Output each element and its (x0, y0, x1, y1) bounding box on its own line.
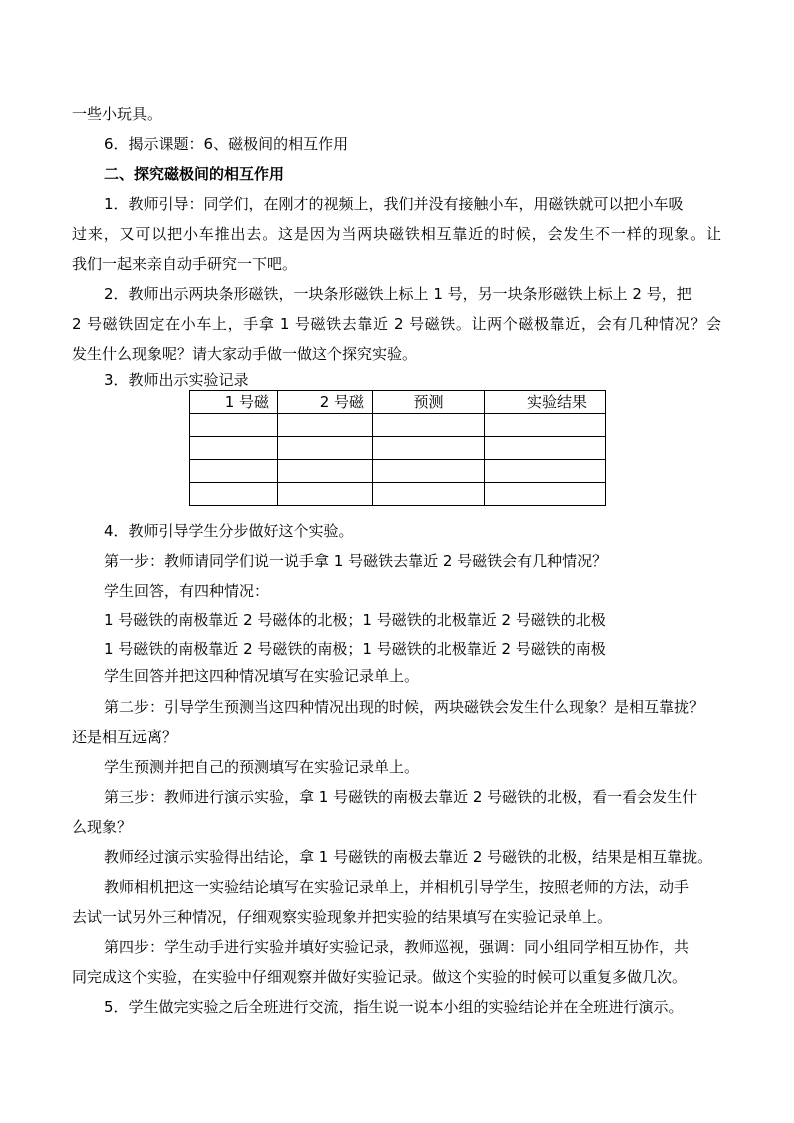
table-cell (373, 483, 485, 506)
paragraph-line: 教师相机把这一实验结论填写在实验记录单上，并相机引导学生，按照老师的方法，动手 (104, 878, 690, 896)
paragraph-line: 1．教师引导：同学们，在刚才的视频上，我们并没有接触小车，用磁铁就可以把小车吸 (104, 195, 684, 213)
paragraph-line: 2．教师出示两块条形磁铁，一块条形磁铁上标上 1 号，另一块条形磁铁上标上 2 号，把 (104, 285, 692, 303)
paragraph-line: 学生回答并把这四种情况填写在实验记录单上。 (104, 667, 420, 685)
paragraph-line: 一些小玩具。 (72, 105, 163, 123)
paragraph-line: 第二步：引导学生预测当这四种情况出现的时候，两块磁铁会发生什么现象？是相互靠拢？ (104, 698, 705, 716)
table-cell (190, 414, 278, 437)
table-row (190, 460, 606, 483)
paragraph-line: 第四步：学生动手进行实验并填好实验记录，教师巡视，强调：同小组同学相互协作，共 (104, 938, 690, 956)
paragraph-line: 学生预测并把自己的预测填写在实验记录单上。 (104, 758, 420, 776)
paragraph-line: 6．揭示课题：6、磁极间的相互作用 (104, 135, 349, 153)
table-cell (278, 414, 373, 437)
paragraph-line: 发生什么现象呢？请大家动手做一做这个探究实验。 (72, 345, 418, 363)
paragraph-line: 1 号磁铁的南极靠近 2 号磁铁的南极；1 号磁铁的北极靠近 2 号磁铁的南极 (104, 640, 606, 658)
table-cell (190, 437, 278, 460)
table-row (190, 483, 606, 506)
paragraph-line: 么现象？ (72, 818, 133, 836)
paragraph-line: 我们一起来亲自动手研究一下吧。 (72, 255, 298, 273)
table-cell (485, 460, 606, 483)
paragraph-line: 5．学生做完实验之后全班进行交流，指生说一说本小组的实验结论并在全班进行演示。 (104, 998, 684, 1016)
table-cell (485, 483, 606, 506)
paragraph-line: 学生回答，有四种情况： (104, 582, 270, 600)
table-cell (485, 437, 606, 460)
table-row (190, 437, 606, 460)
header-prediction: 预测 (373, 391, 485, 414)
table-cell (190, 483, 278, 506)
table-cell (373, 460, 485, 483)
paragraph-line: 2 号磁铁固定在小车上，手拿 1 号磁铁去靠近 2 号磁铁。让两个磁极靠近，会有几种情况？会 (72, 315, 721, 333)
table-cell (278, 437, 373, 460)
paragraph-line: 1 号磁铁的南极靠近 2 号磁体的北极；1 号磁铁的北极靠近 2 号磁铁的北极 (104, 611, 606, 629)
paragraph-line: 还是相互远离？ (72, 728, 178, 746)
paragraph-line: 教师经过演示实验得出结论，拿 1 号磁铁的南极去靠近 2 号磁铁的北极，结果是相互靠拢。 (104, 848, 713, 866)
table-cell (373, 414, 485, 437)
section-heading: 二、探究磁极间的相互作用 (104, 165, 285, 183)
paragraph-line: 同完成这个实验，在实验中仔细观察并做好实验记录。做这个实验的时候可以重复多做几次。 (72, 968, 688, 986)
paragraph-line: 去试一试另外三种情况，仔细观察实验现象并把实验的结果填写在实验记录单上。 (72, 908, 613, 926)
table-cell (485, 414, 606, 437)
paragraph-line: 3．教师出示实验记录 (104, 371, 249, 389)
paragraph-line: 第三步：教师进行演示实验，拿 1 号磁铁的南极去靠近 2 号磁铁的北极，看一看会发生什 (104, 788, 698, 806)
table-row (190, 414, 606, 437)
paragraph-line: 过来，又可以把小车推出去。这是因为当两块磁铁相互靠近的时候，会发生不一样的现象。让 (72, 225, 721, 243)
paragraph-line: 第一步：教师请同学们说一说手拿 1 号磁铁去靠近 2 号磁铁会有几种情况？ (104, 552, 608, 570)
table-cell (278, 460, 373, 483)
experiment-record-table (189, 390, 606, 506)
table-cell (278, 483, 373, 506)
table-cell (190, 460, 278, 483)
header-magnet-1: 1 号磁 (190, 391, 278, 414)
header-magnet-2: 2 号磁 (278, 391, 373, 414)
header-result: 实验结果 (485, 391, 606, 414)
table-cell (373, 437, 485, 460)
paragraph-line: 4．教师引导学生分步做好这个实验。 (104, 522, 354, 540)
table-header-row (190, 391, 606, 414)
